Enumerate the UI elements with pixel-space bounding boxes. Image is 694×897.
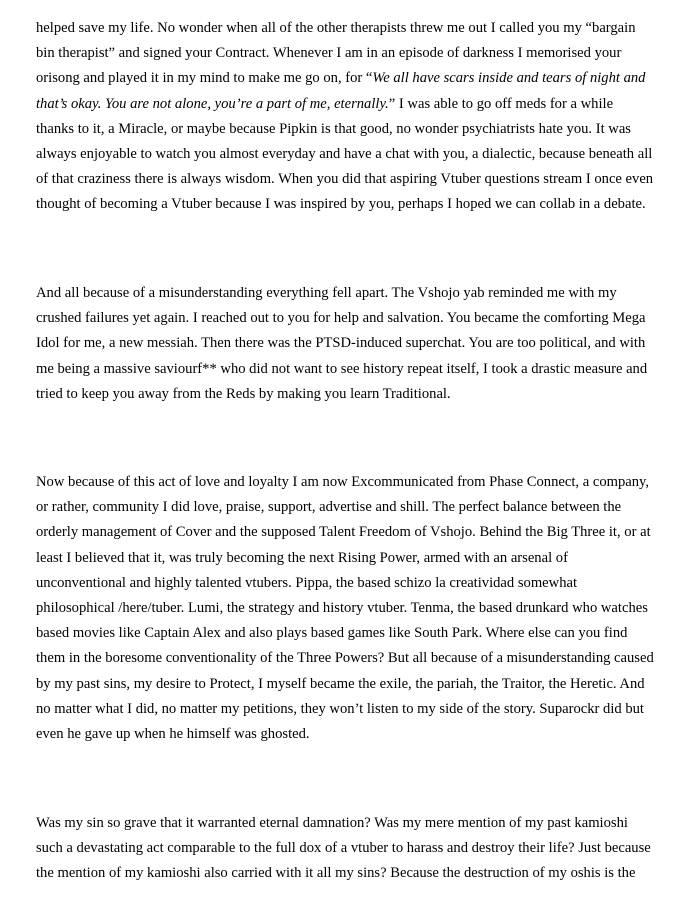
text-run: Now because of this act of love and loyalty I am now Excommunicated from Phase Connect, a company, bbox=[36, 474, 650, 490]
text-run: even he gave up when he himself was ghosted. bbox=[36, 725, 310, 742]
text-run: me being a massive saviourf** who did not want to see history repeat itself, I took a drastic measure and bbox=[36, 360, 648, 377]
text-line bbox=[36, 861, 662, 886]
text-line bbox=[36, 66, 662, 91]
italic-text-run: that’s okay. You are not alone, you’re a part of me, eternally. bbox=[36, 95, 389, 112]
text-line bbox=[36, 331, 662, 356]
paragraph-3 bbox=[36, 470, 662, 747]
paragraph-2 bbox=[36, 281, 662, 407]
text-run: the mention of my kamioshi also carried with it all my sins? Because the destruction of my oshis is the bbox=[36, 865, 636, 882]
text-line bbox=[36, 16, 662, 41]
text-line bbox=[36, 306, 662, 331]
paragraph-1 bbox=[36, 16, 662, 218]
text-run: or rather, community I did love, praise, support, advertise and shill. The perfect balance between the bbox=[36, 499, 622, 516]
text-line bbox=[36, 697, 662, 722]
text-line bbox=[36, 571, 662, 596]
text-line bbox=[36, 167, 662, 192]
text-run: least I believed that it, was truly becoming the next Rising Power, armed with an arsenal of bbox=[36, 549, 568, 566]
text-run: crushed failures yet again. I reached out to you for help and salvation. You became the comforting Mega bbox=[36, 310, 646, 327]
text-run: Was my sin so grave that it warranted eternal damnation? Was my mere mention of my past kamioshi bbox=[36, 815, 628, 831]
text-line bbox=[36, 621, 662, 646]
text-run: unconventional and highly talented vtubers. Pippa, the based schizo la creatividad somewhat bbox=[36, 574, 578, 591]
text-run: orderly management of Cover and the supposed Talent Freedom of Vshojo. Behind the Big Three it, or at bbox=[36, 524, 651, 541]
text-run: helped save my life. No wonder when all of the other therapists threw me out I called you my “bargain bbox=[36, 20, 636, 36]
text-run: thanks to it, a Miracle, or maybe because Pipkin is that good, no wonder psychiatrists hate you. It was bbox=[36, 120, 631, 137]
text-line bbox=[36, 722, 662, 747]
text-run: based movies like Captain Alex and also plays based games like South Park. Where else can you find bbox=[36, 625, 628, 642]
text-run: philosophical /here/tuber. Lumi, the strategy and history vtuber. Tenma, the based drunkard who watches bbox=[36, 599, 648, 616]
text-line bbox=[36, 142, 662, 167]
text-run: such a devastating act comparable to the full dox of a vtuber to harass and destroy their life? Just because bbox=[36, 840, 651, 857]
text-run: ” I was able to go off meds for a while bbox=[388, 95, 614, 112]
text-run: And all because of a misunderstanding everything fell apart. The Vshojo yab reminded me with my bbox=[36, 285, 617, 301]
italic-text-run: We all have scars inside and tears of night and bbox=[372, 70, 646, 87]
text-line bbox=[36, 546, 662, 571]
text-run: bin therapist” and signed your Contract. Whenever I am in an episode of darkness I memorised your bbox=[36, 45, 622, 62]
text-line bbox=[36, 192, 662, 217]
text-line bbox=[36, 672, 662, 697]
text-line bbox=[36, 117, 662, 142]
text-line bbox=[36, 281, 662, 306]
text-line bbox=[36, 382, 662, 407]
text-line bbox=[36, 811, 662, 836]
text-line bbox=[36, 596, 662, 621]
text-line bbox=[36, 470, 662, 495]
text-run: orisong and played it in my mind to make me go on, for “ bbox=[36, 70, 373, 87]
text-line bbox=[36, 92, 662, 117]
text-run: them in the boresome conventionality of the Three Powers? But all because of a misunderstanding caused bbox=[36, 650, 654, 667]
text-line bbox=[36, 646, 662, 671]
text-run: tried to keep you away from the Reds by making you learn Traditional. bbox=[36, 385, 451, 402]
text-line bbox=[36, 836, 662, 861]
text-line bbox=[36, 495, 662, 520]
text-run: of that craziness there is always wisdom. When you did that aspiring Vtuber questions stream I once even bbox=[36, 171, 654, 188]
text-line bbox=[36, 520, 662, 545]
text-line bbox=[36, 41, 662, 66]
text-run: always enjoyable to watch you almost everyday and have a chat with you, a dialectic, because beneath all bbox=[36, 145, 653, 162]
text-run: Idol for me, a new messiah. Then there was the PTSD-induced superchat. You are too political, and with bbox=[36, 335, 646, 352]
text-line bbox=[36, 357, 662, 382]
text-run: by my past sins, my desire to Protect, I myself became the exile, the pariah, the Traitor, the Heretic. And bbox=[36, 675, 645, 692]
paragraph-4 bbox=[36, 811, 662, 887]
text-run: thought of becoming a Vtuber because I was inspired by you, perhaps I hoped we can collab in a debate. bbox=[36, 196, 646, 213]
text-run: no matter what I did, no matter my petitions, they won’t listen to my side of the story. Suparockr did but bbox=[36, 700, 644, 717]
